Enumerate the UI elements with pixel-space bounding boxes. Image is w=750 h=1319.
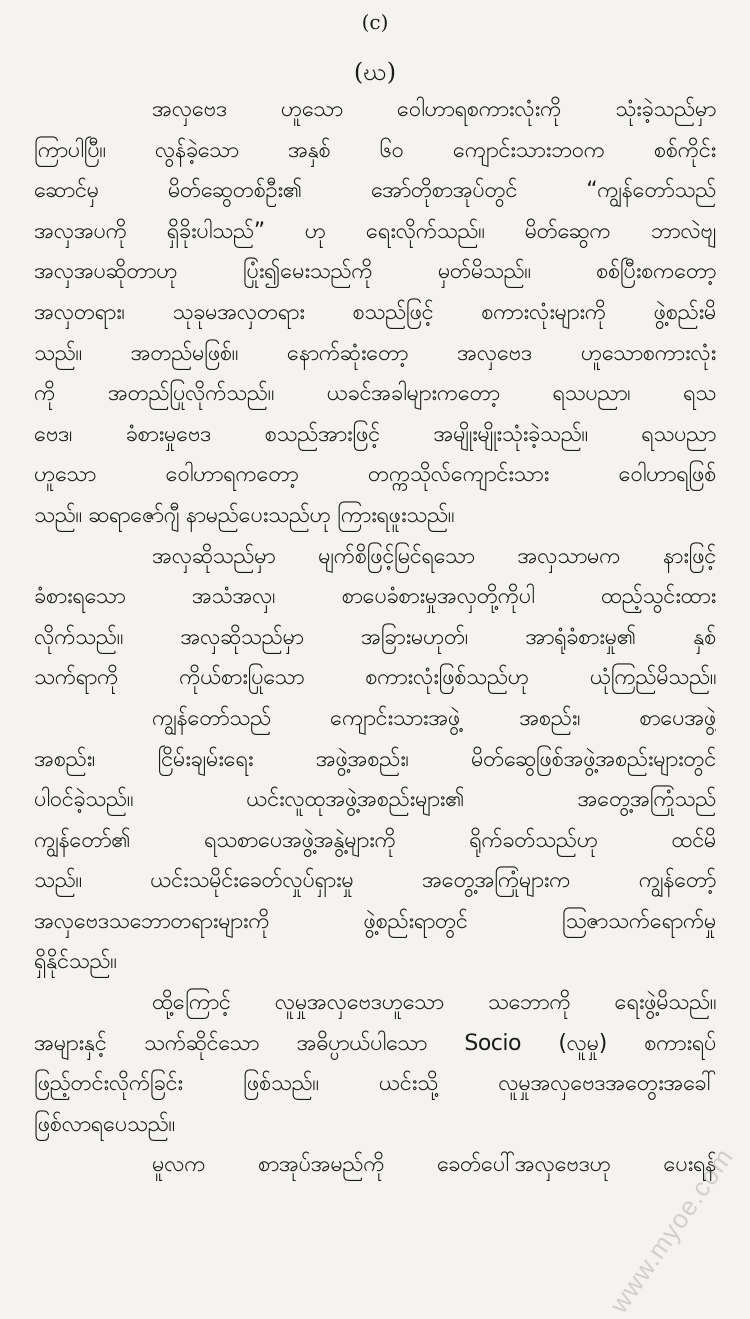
text-line: ဟူသော ဝေါဟာရကတော့ တက္ကသိုလ်ကျောင်းသား ဝေါဟာရဖြစ် <box>34 462 716 488</box>
text-line: အများနှင့် သက်ဆိုင်သော အဓိပ္ပာယ်ပါသော Socio (လူမှု) စကားရပ် <box>34 1030 716 1056</box>
section-heading: (ဃ) <box>353 58 397 86</box>
text-line: ကျွန်တော်သည် ကျောင်းသားအဖွဲ့ အစည်း၊ စာပေအဖွဲ့ <box>152 705 716 731</box>
text-line: အလှဆိုသည်မှာ မျက်စိဖြင့်မြင်ရသော အလှသာမက နားဖြင့် <box>152 543 716 569</box>
text-line: ပါဝင်ခဲ့သည်။ ယင်းလူထုအဖွဲ့အစည်းများ၏ အတွေ့အကြုံသည် <box>34 787 716 813</box>
paragraph-3 <box>34 699 716 983</box>
text-line: လိုက်သည်။ အလှဆိုသည်မှာ အခြားမဟုတ်၊ အာရုံခံစားမှု၏ နှစ် <box>34 624 716 650</box>
paragraph-4 <box>34 983 716 1145</box>
text-line: အလှဗေဒ ဟူသော ဝေါဟာရစကားလုံးကို သုံးခဲ့သည်မှာ <box>152 97 716 122</box>
text-line: သက်ရာကို ကိုယ်စားပြုသော စကားလုံးဖြစ်သည်ဟု ယုံကြည်မိသည်။ <box>34 665 716 691</box>
text-line: အစည်း၊ ငြိမ်းချမ်းရေး အဖွဲ့အစည်း၊ မိတ်ဆွေဖြစ်အဖွဲ့အစည်းများတွင် <box>34 746 716 772</box>
text-line: ဆောင်မှ မိတ်ဆွေတစ်ဦး၏ အော်တိုစာအုပ်တွင် “ကျွန်တော်သည် <box>34 178 716 204</box>
text-line: အလှအပကို ရှိခိုးပါသည်” ဟု ရေးလိုက်သည်။ မိတ်ဆွေက ဘာလဲဗျ <box>34 218 716 244</box>
paragraph-1 <box>34 90 716 537</box>
text-line: ထို့ကြောင့် လူမှုအလှဗေဒဟူသော သဘောကို ရေးဖွဲ့မိသည်။ <box>152 990 716 1016</box>
text-line: သည်။ အတည်မဖြစ်။ နောက်ဆုံးတော့ အလှဗေဒ ဟူသောစကားလုံး <box>34 340 716 366</box>
text-line: ခံစားရသော အသံအလှ၊ စာပေခံစားမှုအလှတို့ကိုပါ ထည့်သွင်းထား <box>34 584 716 610</box>
text-line: သည်။ ဆရာဇော်ဂျီ နာမည်ပေးသည်ဟု ကြားရဖူးသည်။ <box>34 502 455 528</box>
text-line: ရှိနိုင်သည်။ <box>34 949 117 975</box>
watermark: www.myoe.com <box>603 1142 740 1319</box>
page-number: (c) <box>361 10 389 34</box>
text-line: ကြာပါပြီ။ လွန်ခဲ့သော အနှစ် ၆၀ ကျောင်းသားဘဝက စစ်ကိုင်း <box>34 137 716 163</box>
text-line: ကျွန်တော်၏ ရသစာပေအဖွဲ့အနွဲ့များကို ရိုက်ခတ်သည်ဟု ထင်မိ <box>34 827 716 853</box>
body-text <box>34 90 716 1186</box>
text-line: သည်။ ယင်းသမိုင်းခေတ်လှုပ်ရှားမှု အတွေ့အကြုံများက ကျွန်တော့် <box>34 868 716 894</box>
text-line: မူလက စာအုပ်အမည်ကို ခေတ်ပေါ်အလှဗေဒဟု ပေးရန် <box>152 1152 716 1178</box>
text-line: ဗေဒ၊ ခံစားမှုဗေဒ စသည်အားဖြင့် အမျိုးမျိုးသုံးခဲ့သည်။ ရသပညာ <box>34 421 716 447</box>
text-line: အလှအပဆိုတာဟု ပြုံး၍မေးသည်ကို မှတ်မိသည်။ စစ်ပြီးစကတော့ <box>34 259 716 285</box>
text-line: ကို အတည်ပြုလိုက်သည်။ ယခင်အခါများကတော့ ရသပညာ၊ ရသ <box>34 381 716 407</box>
text-line: အလှဗေဒသဘောတရားများကို ဖွဲ့စည်းရာတွင် ဩဇာသက်ရောက်မှု <box>34 908 716 934</box>
paragraph-2 <box>34 537 716 699</box>
text-line: ဖြည့်တင်းလိုက်ခြင်း ဖြစ်သည်။ ယင်းသို့ လူမှုအလှဗေဒအတွေးအခေါ် <box>34 1071 716 1097</box>
text-line: အလှတရား၊ သုခုမအလှတရား စသည်ဖြင့် စကားလုံးများကို ဖွဲ့စည်းမိ <box>34 299 716 325</box>
text-line: ဖြစ်လာရပေသည်။ <box>34 1111 175 1137</box>
paragraph-5 <box>34 1145 716 1186</box>
